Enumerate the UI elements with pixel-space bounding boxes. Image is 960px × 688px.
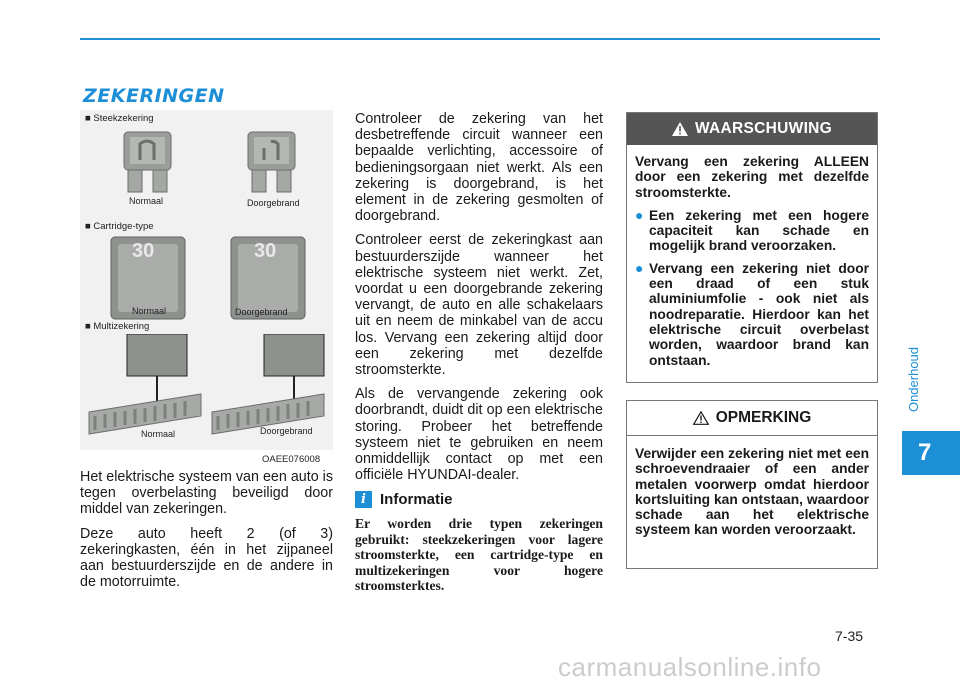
page-number: 7-35 — [835, 628, 864, 644]
warning-box — [626, 112, 878, 383]
fuse-state-label: Normaal — [132, 306, 167, 316]
bullet-dot-icon: ● — [635, 206, 644, 223]
warning-header — [627, 113, 877, 145]
watermark: carmanualsonline.info — [558, 652, 822, 682]
figure-group-label: ■ Multizekering — [85, 321, 150, 332]
paragraph: Het elektrische systeem van een auto is tegen overbelasting beveiligd door middel van zekeringen. — [80, 469, 333, 518]
fuse-state-label: Normaal — [141, 429, 176, 439]
paragraph: Controleer eerst de zekeringkast aan bestuurderszijde wanneer het elektrische systeem niet werkt. Zet, voordat u een doorgebrande zekering vervangt, de auto en alle schakelaars uit en neem de minkabel van de accu los. Vervang een zekering altijd door een zekering met dezelfde stroomsterkte. — [355, 232, 603, 379]
chapter-tab: 7 — [902, 431, 960, 475]
cartridge-fuse-rating: 30 — [132, 240, 155, 262]
warning-triangle-icon — [672, 122, 688, 136]
blade-fuse-normal-illustration — [120, 130, 175, 195]
warning-bullet-text: Vervang een zekering niet door een draad of een stuk aluminiumfolie - ook niet als noodreparatie. Hierdoor kan het elektrische circuit overbelast worden, waardoor brand kan ontstaan. — [649, 260, 869, 368]
paragraph: Controleer de zekering van het desbetreffende circuit wanneer een bepaalde verlichting, accessoire of bedieningsorgaan niet werkt. Als een zekering is doorgebrand, is het element in de zekering gesmolten of doorgebrand. — [355, 111, 603, 225]
warning-body — [627, 145, 877, 368]
warning-bullet — [635, 208, 869, 254]
note-header — [627, 401, 877, 435]
warning-bullet — [635, 261, 869, 368]
note-title: OPMERKING — [715, 409, 812, 426]
fuse-state-label: Doorgebrand — [235, 307, 288, 317]
warning-title: WAARSCHUWING — [694, 120, 833, 137]
blade-fuse-blown-illustration — [244, 130, 299, 195]
fuse-figure — [80, 110, 333, 450]
figure-code: OAEE076008 — [262, 454, 321, 465]
info-heading — [355, 491, 603, 508]
fuse-state-label: Doorgebrand — [260, 426, 313, 436]
warning-bullet-text: Een zekering met een hogere capaciteit kan schade en mogelijk brand veroorzaken. — [649, 207, 869, 254]
info-body: Er worden drie typen zekeringen gebruikt: steekzekeringen voor lagere stroomsterkte, een cartridge-type en multizekeringen voor hogere stroomsterktes. — [355, 516, 603, 594]
fuse-state-label: Doorgebrand — [247, 198, 300, 208]
middle-column-text — [355, 111, 603, 594]
paragraph: Als de vervangende zekering ook doorbrandt, duidt dit op een elektrische storing. Probeer het betreffende systeem niet te gebruiken en neem onmiddellijk contact op met een officiële HYUNDAI-dealer. — [355, 386, 603, 484]
figure-group-label: ■ Steekzekering — [85, 113, 154, 124]
header-rule — [80, 38, 880, 40]
left-column-text — [80, 469, 333, 598]
warning-intro: Vervang een zekering ALLEEN door een zekering met dezelfde stroomsterkte. — [635, 154, 869, 200]
paragraph: Deze auto heeft 2 (of 3) zekeringkasten, één in het zijpaneel aan bestuurderszijde en de andere in de motorruimte. — [80, 525, 333, 591]
caution-triangle-icon — [693, 411, 709, 425]
info-icon: i — [355, 491, 372, 508]
fuse-state-label: Normaal — [129, 196, 164, 206]
section-title: ZEKERINGEN — [83, 85, 225, 107]
note-box — [626, 400, 878, 569]
bullet-dot-icon: ● — [635, 259, 644, 276]
figure-group-label: ■ Cartridge-type — [85, 221, 154, 232]
note-body: Verwijder een zekering niet met een schroevendraaier of een ander metalen voorwerp omdat hierdoor kortsluiting kan ontstaan, waardoor schade aan het elektrische systeem kan worden veroorzaakt. — [635, 446, 869, 538]
chapter-side-label: Onderhoud — [906, 346, 922, 412]
info-title: Informatie — [380, 490, 453, 508]
cartridge-fuse-rating: 30 — [254, 240, 277, 262]
